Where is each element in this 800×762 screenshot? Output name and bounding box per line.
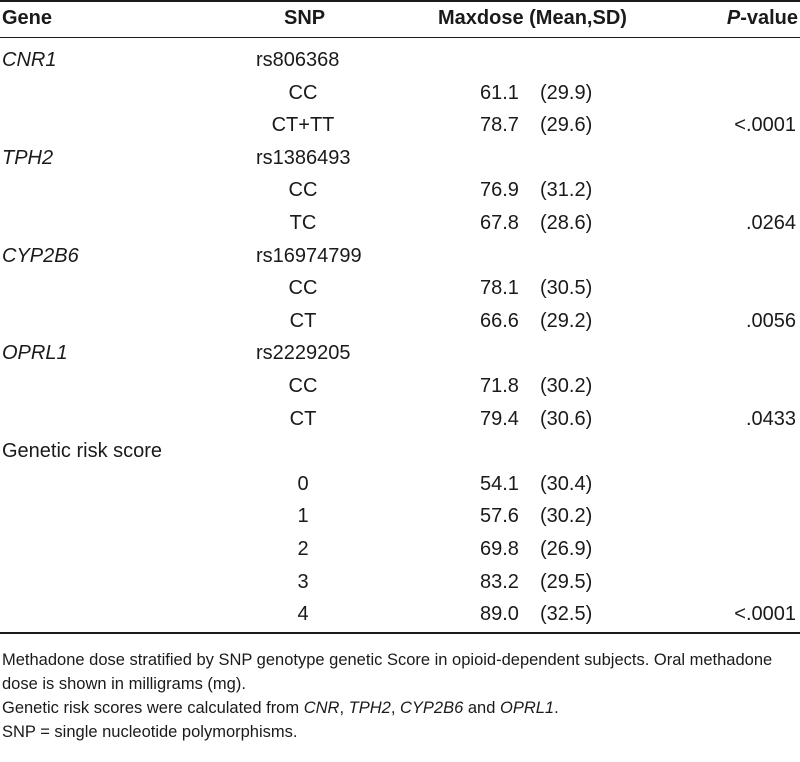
maxdose-sd: (26.9) — [540, 538, 593, 560]
header-snp: SNP — [284, 7, 326, 29]
header-rule — [0, 37, 800, 38]
maxdose-sd: (31.2) — [540, 179, 593, 202]
section-label: Genetic risk score — [2, 440, 163, 463]
header-p-italic: P — [726, 7, 741, 29]
maxdose-mean: 76.9 — [480, 179, 519, 202]
maxdose-mean: 89.0 — [480, 603, 519, 626]
maxdose-mean: 83.2 — [480, 570, 519, 593]
table-row — [0, 272, 800, 304]
genotype: 1 — [297, 505, 309, 528]
table-bottom-rule — [0, 632, 800, 634]
gene-name: CYP2B6 — [2, 244, 79, 267]
table-row — [0, 403, 800, 435]
p-value: .0264 — [745, 212, 796, 234]
maxdose-mean: 71.8 — [480, 375, 519, 397]
genotype: 0 — [297, 472, 309, 495]
table-footnotes — [2, 648, 798, 744]
p-value: <.0001 — [734, 114, 796, 137]
maxdose-sd: (29.6) — [540, 114, 593, 137]
genotype: CC — [288, 81, 318, 104]
gene-row — [0, 142, 800, 174]
header-gene: Gene — [2, 7, 53, 29]
table-row — [0, 468, 800, 500]
genotype: 2 — [297, 538, 309, 560]
table-row — [0, 174, 800, 206]
maxdose-mean: 78.7 — [480, 114, 519, 137]
p-value: <.0001 — [734, 603, 796, 626]
maxdose-sd: (32.5) — [540, 603, 593, 626]
footnote-abbreviation: SNP = single nucleotide polymorphisms. — [2, 723, 298, 741]
table-row — [0, 207, 800, 239]
table-row — [0, 109, 800, 141]
genotype: CC — [288, 277, 318, 300]
snp-id: rs1386493 — [256, 146, 351, 169]
header-maxdose: Maxdose (Mean,SD) — [438, 7, 627, 29]
table-row — [0, 500, 800, 532]
table-row — [0, 598, 800, 630]
genotype: 4 — [297, 603, 309, 626]
table-row — [0, 370, 800, 402]
maxdose-mean: 79.4 — [480, 407, 519, 430]
gene-name: OPRL1 — [2, 342, 68, 365]
snp-id: rs2229205 — [256, 342, 351, 365]
header-p-rest: -value — [740, 7, 798, 29]
maxdose-sd: (28.6) — [540, 212, 593, 234]
maxdose-mean: 61.1 — [480, 81, 519, 104]
table-row — [0, 533, 800, 565]
maxdose-sd: (30.4) — [540, 472, 593, 495]
header-p-value — [727, 4, 798, 32]
snp-id: rs16974799 — [256, 244, 362, 267]
table-top-rule — [0, 0, 800, 2]
p-value: .0056 — [745, 309, 796, 332]
table-row — [0, 305, 800, 337]
maxdose-sd: (30.2) — [540, 505, 593, 528]
maxdose-mean: 67.8 — [480, 212, 519, 234]
snp-id: rs806368 — [256, 49, 340, 71]
maxdose-mean: 57.6 — [480, 505, 519, 528]
maxdose-mean: 69.8 — [480, 538, 519, 560]
genotype: CC — [288, 375, 318, 397]
genotype: CT — [289, 309, 317, 332]
maxdose-mean: 66.6 — [480, 309, 519, 332]
gene-name: CNR1 — [2, 49, 57, 71]
gene-name: TPH2 — [2, 146, 54, 169]
maxdose-mean: 78.1 — [480, 277, 519, 300]
maxdose-sd: (30.6) — [540, 407, 593, 430]
gene-row — [0, 44, 800, 76]
maxdose-mean: 54.1 — [480, 472, 519, 495]
table-row — [0, 566, 800, 598]
footnote-description: Methadone dose stratified by SNP genotype genetic Score in opioid-dependent subjects. Oral methadone dose is shown in milligrams (mg). — [2, 651, 773, 693]
footnote-risk-score: Genetic risk scores were calculated from CNR, TPH2, CYP2B6 and OPRL1. — [2, 699, 559, 717]
table-row — [0, 77, 800, 109]
genotype: CT — [289, 407, 317, 430]
genotype: 3 — [297, 570, 309, 593]
genotype: CC — [288, 179, 318, 202]
genotype: CT+TT — [271, 114, 335, 137]
maxdose-sd: (29.9) — [540, 81, 593, 104]
p-value: .0433 — [745, 407, 796, 430]
genotype: TC — [289, 212, 317, 234]
maxdose-sd: (30.2) — [540, 375, 593, 397]
maxdose-sd: (29.2) — [540, 309, 593, 332]
section-label-row — [0, 435, 800, 467]
gene-row — [0, 240, 800, 272]
gene-row — [0, 337, 800, 369]
maxdose-sd: (30.5) — [540, 277, 593, 300]
maxdose-sd: (29.5) — [540, 570, 593, 593]
